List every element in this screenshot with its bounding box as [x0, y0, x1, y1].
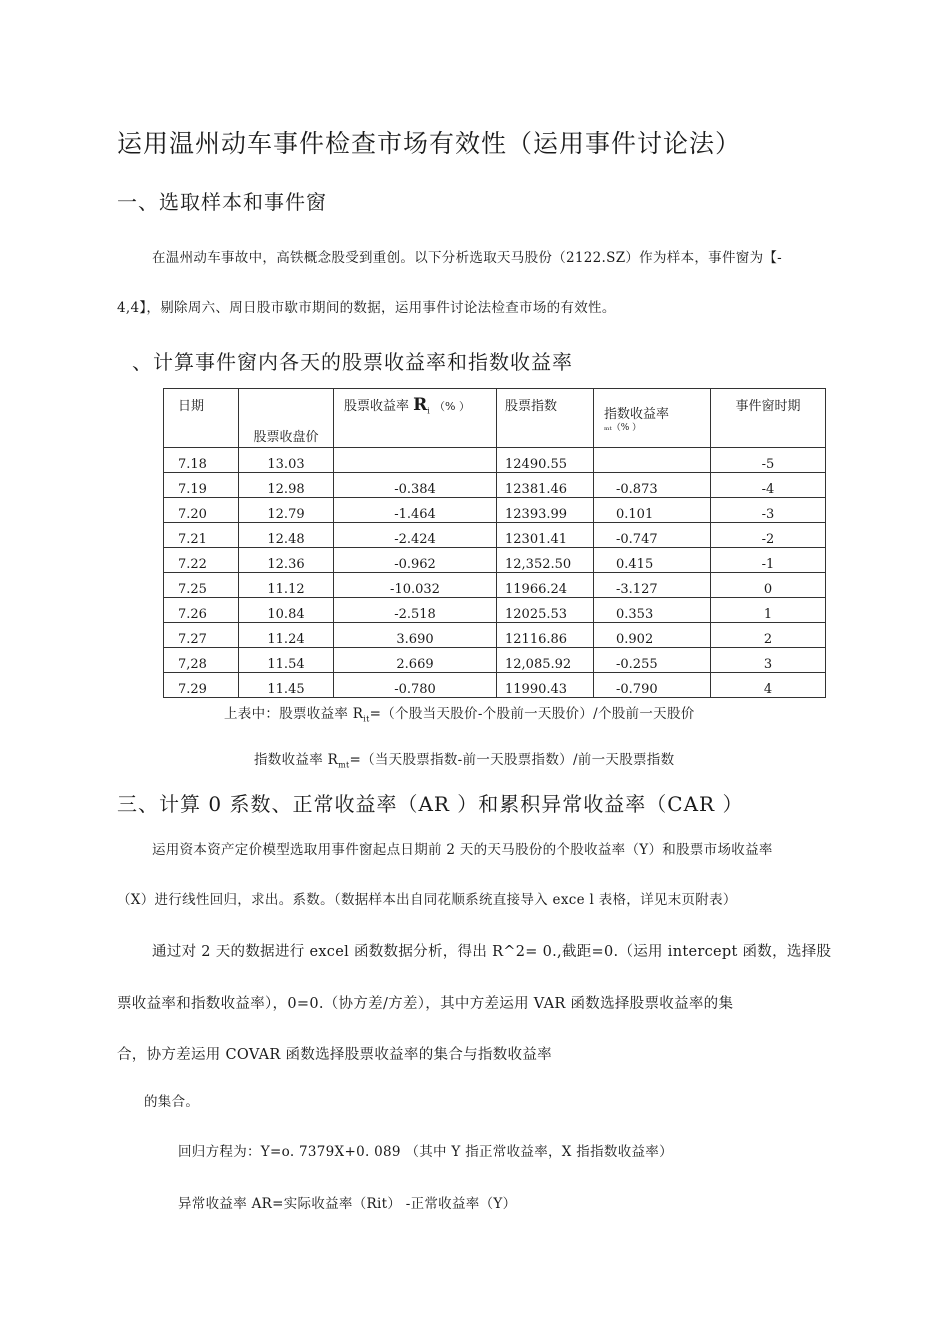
cell-close: 12.79	[239, 498, 334, 523]
cell-return: -10.032	[334, 573, 497, 598]
section3-p2-line2: 票收益率和指数收益率），0=0.（协方差/方差），其中方差运用 VAR 函数选择股票收益率的集	[117, 996, 734, 1012]
header-close: 股票收盘价	[239, 389, 334, 448]
cell-return: 2.669	[334, 648, 497, 673]
cell-index-return: -0.790	[594, 673, 711, 698]
section1-paragraph-line2: 4,4】，剔除周六、周日股市歇市期间的数据，运用事件讨论法检查市场的有效性。	[117, 300, 616, 316]
header-stock-return-symbol: R	[413, 395, 428, 415]
cell-window: 4	[711, 673, 826, 698]
section1-heading: 一、选取样本和事件窗	[117, 190, 327, 214]
section1-paragraph-line1: 在温州动车事故中，高铁概念股受到重创。以下分析选取天马股份（2122.SZ）作为样本，事件窗为【-	[152, 250, 783, 266]
section3-p2-line1: 通过对 2 天的数据进行 excel 函数数据分析，得出 R^2= 0.,截距=0.（运用 intercept 函数，选择股	[152, 944, 832, 960]
cell-index-return	[594, 448, 711, 473]
cell-index-return: 0.353	[594, 598, 711, 623]
cell-close: 11.24	[239, 623, 334, 648]
cell-return	[334, 448, 497, 473]
cell-index-return: 0.415	[594, 548, 711, 573]
section3-heading: 三、计算 0 系数、正常收益率（AR ）和累积异常收益率（CAR ）	[117, 792, 744, 816]
cell-date: 7.27	[164, 623, 239, 648]
cell-index: 12490.55	[497, 448, 594, 473]
cell-window: 1	[711, 598, 826, 623]
cell-index-return: -0.873	[594, 473, 711, 498]
cell-date: 7.22	[164, 548, 239, 573]
cell-return: -2.424	[334, 523, 497, 548]
cell-index-return: -0.747	[594, 523, 711, 548]
cell-window: 0	[711, 573, 826, 598]
cell-index-return: -3.127	[594, 573, 711, 598]
header-index-return	[594, 389, 711, 448]
table-row	[164, 598, 826, 623]
cell-date: 7.21	[164, 523, 239, 548]
section2-heading: 、计算事件窗内各天的股票收益率和指数收益率	[132, 350, 573, 374]
returns-table	[163, 388, 826, 698]
section3-p1-line1: 运用资本资产定价模型选取用事件窗起点日期前 2 天的天马股份的个股收益率（Y）和股票市场收益率	[152, 842, 773, 858]
cell-return: -1.464	[334, 498, 497, 523]
table-row	[164, 573, 826, 598]
header-stock-return-sub: i	[427, 406, 430, 416]
note1-suffix: =（个股当天股价-个股前一天股价）/个股前一天股价	[369, 706, 695, 722]
table-row	[164, 448, 826, 473]
cell-index: 12025.53	[497, 598, 594, 623]
cell-close: 10.84	[239, 598, 334, 623]
table-note-stock-return	[224, 702, 695, 724]
table-row	[164, 623, 826, 648]
cell-window: 2	[711, 623, 826, 648]
cell-date: 7.18	[164, 448, 239, 473]
note1-prefix: 上表中：股票收益率 R	[224, 706, 364, 722]
cell-return: -0.962	[334, 548, 497, 573]
header-date: 日期	[164, 389, 239, 448]
cell-index: 12381.46	[497, 473, 594, 498]
cell-date: 7.19	[164, 473, 239, 498]
cell-window: -5	[711, 448, 826, 473]
cell-return: -2.518	[334, 598, 497, 623]
table-note-index-return	[254, 748, 674, 770]
cell-index: 12116.86	[497, 623, 594, 648]
cell-index: 12,352.50	[497, 548, 594, 573]
cell-date: 7.26	[164, 598, 239, 623]
header-stock-return	[334, 389, 497, 448]
cell-close: 13.03	[239, 448, 334, 473]
note2-suffix: =（当天股票指数-前一天股票指数）/前一天股票指数	[349, 752, 675, 768]
table-row	[164, 473, 826, 498]
cell-return: 3.690	[334, 623, 497, 648]
table-header-row	[164, 389, 826, 448]
page-title: 运用温州动车事件检查市场有效性（运用事件讨论法）	[117, 129, 742, 158]
cell-window: -1	[711, 548, 826, 573]
header-index-return-label: 指数收益率	[604, 407, 670, 422]
cell-window: -3	[711, 498, 826, 523]
header-stock-return-unit: （% ）	[434, 400, 470, 413]
header-event-window: 事件窗时期	[711, 389, 826, 448]
cell-date: 7.29	[164, 673, 239, 698]
table-row	[164, 498, 826, 523]
cell-close: 12.36	[239, 548, 334, 573]
cell-window: 3	[711, 648, 826, 673]
cell-close: 11.54	[239, 648, 334, 673]
note2-sub: mt	[338, 760, 350, 770]
cell-index-return: -0.255	[594, 648, 711, 673]
cell-index-return: 0.902	[594, 623, 711, 648]
abnormal-return-definition: 异常收益率 AR=实际收益率（Rit） -正常收益率（Y）	[178, 1196, 517, 1212]
cell-window: -2	[711, 523, 826, 548]
cell-window: -4	[711, 473, 826, 498]
regression-equation: 回归方程为：Y=o. 7379X+0. 089 （其中 Y 指正常收益率，X 指指数收益率）	[178, 1144, 673, 1160]
section3-p2-line3: 合，协方差运用 COVAR 函数选择股票收益率的集合与指数收益率	[117, 1047, 552, 1063]
cell-index: 11966.24	[497, 573, 594, 598]
cell-index: 11990.43	[497, 673, 594, 698]
cell-date: 7.25	[164, 573, 239, 598]
table-row	[164, 673, 826, 698]
cell-return: -0.780	[334, 673, 497, 698]
header-stock-return-label: 股票收益率	[344, 399, 410, 414]
cell-index: 12301.41	[497, 523, 594, 548]
cell-close: 12.98	[239, 473, 334, 498]
cell-close: 11.12	[239, 573, 334, 598]
cell-date: 7.20	[164, 498, 239, 523]
note1-sub: it	[363, 714, 370, 724]
table-row	[164, 523, 826, 548]
note2-prefix: 指数收益率 R	[254, 752, 339, 768]
cell-index: 12,085.92	[497, 648, 594, 673]
table-row	[164, 648, 826, 673]
cell-close: 11.45	[239, 673, 334, 698]
cell-index: 12393.99	[497, 498, 594, 523]
header-index-return-sub: ₘₜ（% ）	[604, 423, 642, 433]
cell-index-return: 0.101	[594, 498, 711, 523]
section3-p1-line2: （X）进行线性回归，求出。系数。（数据样本出自同花顺系统直接导入 exce l 表格，详见末页附表）	[117, 892, 737, 908]
table-row	[164, 548, 826, 573]
cell-close: 12.48	[239, 523, 334, 548]
cell-date: 7,28	[164, 648, 239, 673]
cell-return: -0.384	[334, 473, 497, 498]
header-index: 股票指数	[497, 389, 594, 448]
section3-p2-line4: 的集合。	[144, 1094, 200, 1110]
